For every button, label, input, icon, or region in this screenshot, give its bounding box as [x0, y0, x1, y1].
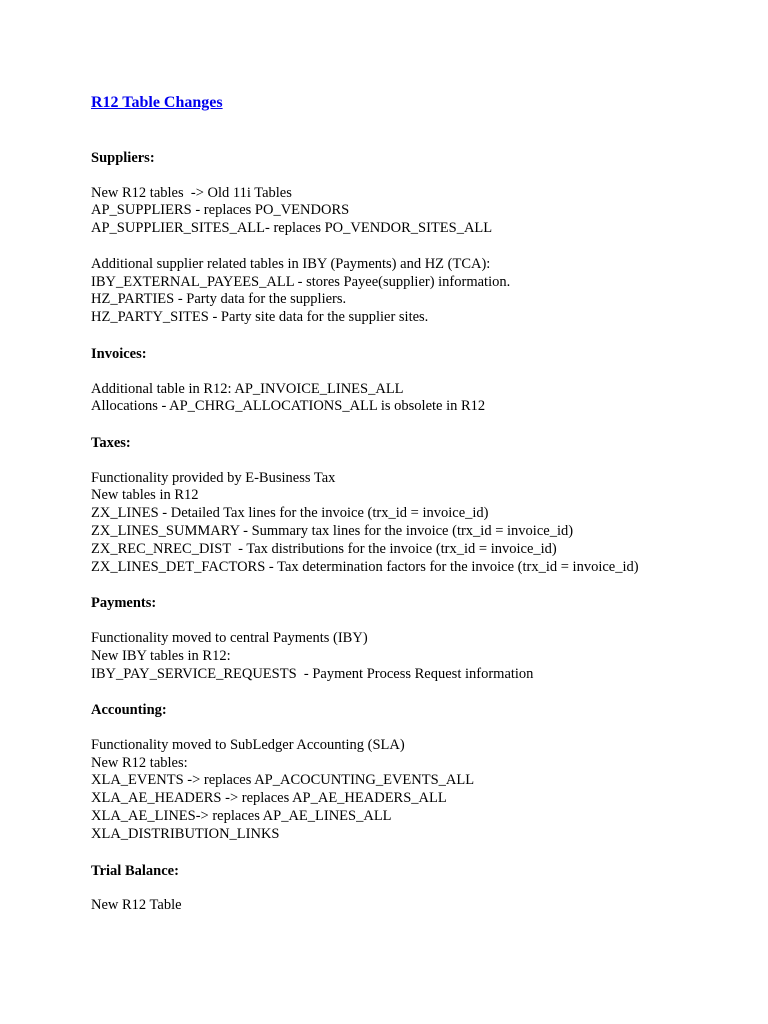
- spacer: [91, 612, 751, 630]
- text-line: ZX_LINES_DET_FACTORS - Tax determination factors for the invoice (trx_id = invoice_id): [91, 558, 639, 575]
- text-line: ZX_REC_NREC_DIST - Tax distributions for the invoice (trx_id = invoice_id): [91, 540, 557, 557]
- text-line: Functionality provided by E-Business Tax: [91, 469, 336, 486]
- paragraph-block: [91, 256, 751, 327]
- section-heading: Suppliers:: [91, 150, 155, 166]
- text-line: New IBY tables in R12:: [91, 647, 231, 664]
- text-line: New R12 tables:: [91, 754, 188, 771]
- document-page: [91, 92, 751, 933]
- section-heading: Invoices:: [91, 346, 147, 363]
- text-line: Allocations - AP_CHRG_ALLOCATIONS_ALL is obsolete in R12: [91, 398, 486, 415]
- paragraph-block: [91, 897, 751, 915]
- spacer: [91, 719, 751, 737]
- text-line: IBY_PAY_SERVICE_REQUESTS - Payment Process Request information: [91, 665, 534, 682]
- section: [91, 594, 751, 701]
- text-line: AP_SUPPLIERS - replaces PO_VENDORS: [91, 202, 350, 219]
- text-line: IBY_EXTERNAL_PAYEES_ALL - stores Payee(supplier) information.: [91, 273, 511, 290]
- spacer: [91, 363, 751, 381]
- spacer: [91, 880, 751, 898]
- section-heading: Accounting:: [91, 702, 167, 719]
- text-line: XLA_AE_HEADERS -> replaces AP_AE_HEADERS_ALL: [91, 790, 447, 807]
- spacer: [91, 416, 751, 434]
- spacer: [91, 327, 751, 345]
- text-line: XLA_AE_LINES-> replaces AP_AE_LINES_ALL: [91, 808, 392, 825]
- section-heading: Taxes:: [91, 435, 131, 452]
- paragraph-block: [91, 381, 751, 417]
- text-line: Functionality moved to SubLedger Accounting (SLA): [91, 736, 405, 753]
- section: [91, 149, 751, 345]
- section-heading: Payments:: [91, 595, 157, 612]
- paragraph-block: [91, 185, 751, 238]
- text-line: New R12 tables -> Old 11i Tables: [91, 184, 292, 201]
- section: [91, 345, 751, 434]
- section: [91, 862, 751, 933]
- spacer: [91, 683, 751, 701]
- spacer: [91, 452, 751, 470]
- paragraph-block: [91, 470, 751, 577]
- document-body: [91, 149, 751, 933]
- text-line: Additional table in R12: AP_INVOICE_LINES_ALL: [91, 380, 404, 397]
- paragraph-block: [91, 630, 751, 683]
- paragraph-block: [91, 737, 751, 844]
- text-line: New tables in R12: [91, 487, 199, 504]
- text-line: Functionality moved to central Payments (IBY): [91, 629, 368, 646]
- text-line: Additional supplier related tables in IBY (Payments) and HZ (TCA):: [91, 255, 491, 272]
- text-line: HZ_PARTIES - Party data for the suppliers.: [91, 291, 347, 308]
- text-line: HZ_PARTY_SITES - Party site data for the supplier sites.: [91, 309, 429, 326]
- spacer: [91, 238, 751, 256]
- spacer: [91, 167, 751, 185]
- text-line: ZX_LINES - Detailed Tax lines for the invoice (trx_id = invoice_id): [91, 505, 489, 522]
- spacer: [91, 114, 751, 149]
- text-line: AP_SUPPLIER_SITES_ALL- replaces PO_VENDOR_SITES_ALL: [91, 220, 493, 237]
- text-line: XLA_DISTRIBUTION_LINKS: [91, 825, 280, 842]
- section: [91, 701, 751, 861]
- text-line: New R12 Table: [91, 897, 182, 914]
- text-line: XLA_EVENTS -> replaces AP_ACOCUNTING_EVENTS_ALL: [91, 772, 475, 789]
- section-heading: Trial Balance:: [91, 862, 179, 879]
- spacer: [91, 576, 751, 594]
- spacer: [91, 844, 751, 862]
- spacer: [91, 915, 751, 933]
- text-line: ZX_LINES_SUMMARY - Summary tax lines for the invoice (trx_id = invoice_id): [91, 523, 574, 540]
- page-title-link[interactable]: R12 Table Changes: [91, 94, 223, 111]
- section: [91, 434, 751, 594]
